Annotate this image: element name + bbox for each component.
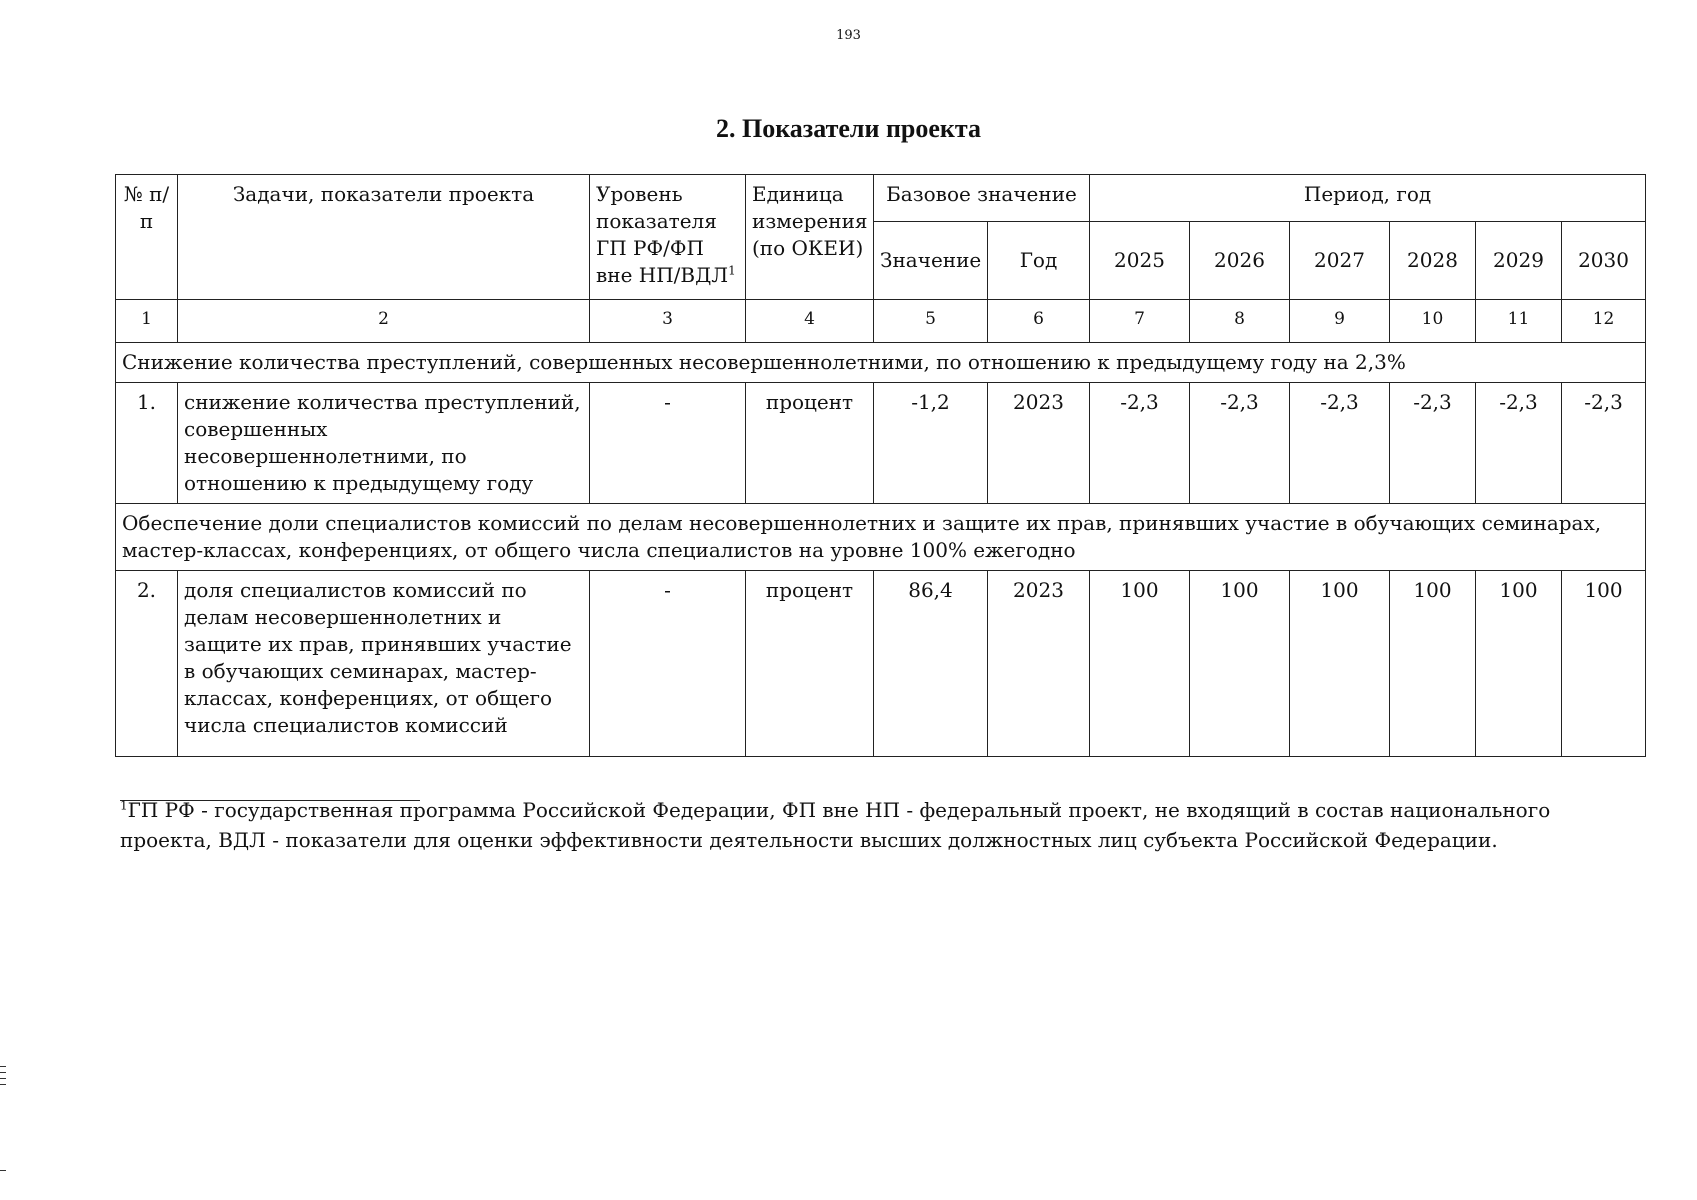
footnote-ref: 1 [728, 263, 736, 278]
indicator-row [116, 571, 1646, 757]
margin-mark [0, 1170, 6, 1171]
indicator-value: -2,3 [1290, 383, 1390, 504]
column-number: 4 [746, 300, 874, 343]
indicator-unit: процент [746, 571, 874, 757]
header-year-label: 2028 [1407, 248, 1458, 272]
header-year-label: 2025 [1114, 248, 1165, 272]
header-period-label: Период, год [1303, 182, 1432, 206]
header-period [1090, 175, 1646, 222]
indicator-base-year: 2023 [988, 571, 1090, 757]
footnote-text: ГП РФ - государственная программа Российской Федерации, ФП вне НП - федеральный проект, не входящий в состав национального проекта, ВДЛ - показатели для оценки эффективности деятельности высших должностных лиц субъекта Российской Федерации. [120, 798, 1551, 852]
column-number: 8 [1190, 300, 1290, 343]
header-level-label: Уровень показателя ГП РФ/ФП вне НП/ВДЛ [596, 182, 729, 287]
section-title: 2. Показатели проекта [715, 114, 981, 143]
footnote [120, 795, 1590, 855]
header-tasks [178, 175, 590, 300]
indicator-num: 1. [116, 383, 178, 504]
indicator-base-value: 86,4 [874, 571, 988, 757]
header-year-label: 2030 [1578, 248, 1629, 272]
indicator-value: -2,3 [1090, 383, 1190, 504]
header-level [590, 175, 746, 300]
task-row [116, 343, 1646, 383]
header-base-label: Базовое значение [886, 182, 1077, 206]
indicator-level: - [590, 383, 746, 504]
column-number: 5 [874, 300, 988, 343]
header-base [874, 175, 1090, 222]
header-num-label: № п/п [123, 182, 170, 233]
header-base-value [874, 222, 988, 300]
margin-mark [0, 1078, 6, 1079]
task-row [116, 504, 1646, 571]
header-row-top [116, 175, 1646, 222]
margin-mark [0, 1084, 6, 1085]
margin-mark [0, 1072, 6, 1073]
indicator-value: -2,3 [1562, 383, 1646, 504]
indicator-value: -2,3 [1390, 383, 1476, 504]
indicator-value: -2,3 [1476, 383, 1562, 504]
indicators-table [115, 174, 1646, 757]
column-numbers-row [116, 300, 1646, 343]
indicator-value: 100 [1562, 571, 1646, 757]
column-number: 12 [1562, 300, 1646, 343]
header-year-2027 [1290, 222, 1390, 300]
indicator-unit: процент [746, 383, 874, 504]
indicator-value: 100 [1190, 571, 1290, 757]
indicator-value: -2,3 [1190, 383, 1290, 504]
column-number: 7 [1090, 300, 1190, 343]
column-number: 10 [1390, 300, 1476, 343]
indicator-base-value: -1,2 [874, 383, 988, 504]
indicator-value: 100 [1476, 571, 1562, 757]
task-text: Снижение количества преступлений, совершенных несовершеннолетними, по отношению к предыдущему году на 2,3% [116, 343, 1646, 383]
indicator-base-year: 2023 [988, 383, 1090, 504]
header-year-2030 [1562, 222, 1646, 300]
column-number: 6 [988, 300, 1090, 343]
margin-mark [0, 1066, 6, 1067]
header-year-2025 [1090, 222, 1190, 300]
header-tasks-label: Задачи, показатели проекта [232, 182, 535, 206]
header-base-value-label: Значение [880, 248, 982, 272]
header-base-year-label: Год [1019, 248, 1058, 272]
indicator-row [116, 383, 1646, 504]
page-number: 193 [836, 28, 861, 43]
header-year-label: 2026 [1214, 248, 1265, 272]
column-number: 2 [178, 300, 590, 343]
indicator-value: 100 [1290, 571, 1390, 757]
column-number: 11 [1476, 300, 1562, 343]
header-year-label: 2029 [1493, 248, 1544, 272]
indicator-level: - [590, 571, 746, 757]
header-unit-label: Единица измерения (по ОКЕИ) [752, 182, 868, 260]
header-year-2028 [1390, 222, 1476, 300]
header-year-2029 [1476, 222, 1562, 300]
indicator-value: 100 [1390, 571, 1476, 757]
footnote-marker: 1 [120, 798, 128, 813]
column-number: 9 [1290, 300, 1390, 343]
header-base-year [988, 222, 1090, 300]
task-text: Обеспечение доли специалистов комиссий по делам несовершеннолетних и защите их прав, принявших участие в обучающих семинарах, мастер-классах, конференциях, от общего числа специалистов на уровне 100% ежегодно [116, 504, 1646, 571]
column-number: 3 [590, 300, 746, 343]
column-number: 1 [116, 300, 178, 343]
indicator-name: снижение количества преступлений, совершенных несовершеннолетними, по отношению к предыдущему году [178, 383, 590, 504]
indicator-value: 100 [1090, 571, 1190, 757]
indicator-num: 2. [116, 571, 178, 757]
indicator-name: доля специалистов комиссий по делам несовершеннолетних и защите их прав, принявших участие в обучающих семинарах, мастер-классах, конференциях, от общего числа специалистов комиссий [178, 571, 590, 757]
header-year-2026 [1190, 222, 1290, 300]
header-year-label: 2027 [1314, 248, 1365, 272]
header-num [116, 175, 178, 300]
header-unit [746, 175, 874, 300]
